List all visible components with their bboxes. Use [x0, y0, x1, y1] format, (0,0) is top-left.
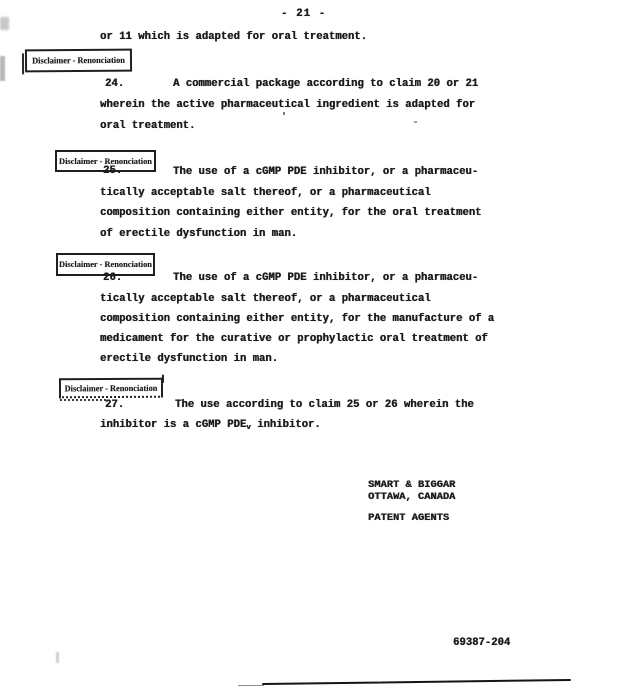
claim-25-line: tically acceptable salt thereof, or a pharmaceutical — [100, 187, 431, 199]
disclaimer-stamp-2 — [55, 150, 156, 172]
claim-25-line: composition containing either entity, for the oral treatment — [100, 207, 482, 219]
claim-25-number: 25. — [103, 165, 123, 177]
disclaimer-stamp-label: Disclaimer - Renonciation — [32, 55, 125, 66]
scan-artifact-line — [262, 679, 571, 685]
scan-artifact-dot — [414, 121, 417, 123]
scan-artifact-blob — [0, 17, 9, 30]
claim-24-number: 24. — [105, 78, 125, 90]
docket-number: 69387-204 — [453, 637, 511, 649]
claim-26-number: 26. — [103, 272, 123, 284]
claim-24-line: wherein the active pharmaceutical ingredient is adapted for — [100, 99, 476, 111]
claim-24-line: A commercial package according to claim 20 or 21 — [173, 78, 479, 90]
signature-location: OTTAWA, CANADA — [368, 491, 456, 503]
scan-artifact-bar — [0, 56, 5, 81]
claim-27-line — [100, 419, 321, 435]
claim-26-line: medicament for the curative or prophylactic oral treatment of — [100, 333, 488, 345]
signature-role: PATENT AGENTS — [368, 512, 450, 524]
disclaimer-stamp-label: Disclaimer - Renonciation — [64, 383, 158, 393]
claim-25-line: The use of a cGMP PDE inhibitor, or a pharmaceu- — [173, 166, 479, 178]
disclaimer-stamp-label: Disclaimer - Renonciation — [59, 156, 152, 166]
claim-26-line: composition containing either entity, for the manufacture of a — [100, 313, 495, 325]
claim-26-line: erectile dysfunction in man. — [100, 353, 279, 365]
page-number: - 21 - — [281, 8, 327, 20]
scan-artifact-line-tail — [238, 685, 264, 687]
stamp-ink-smear — [60, 399, 106, 401]
scan-artifact-squiggle — [56, 652, 59, 663]
claim-26-line: The use of a cGMP PDE inhibitor, or a pharmaceu- — [173, 272, 479, 284]
disclaimer-stamp-1 — [25, 49, 132, 73]
claim-25-line: of erectile dysfunction in man. — [100, 228, 298, 240]
claim-27-line-pre: inhibitor is a cGMP PDE — [100, 419, 247, 431]
claim-27-line: The use according to claim 25 or 26 wherein the — [175, 399, 474, 411]
claim-27-number: 27. — [105, 399, 125, 411]
claim-24-line: oral treatment. — [100, 120, 196, 132]
claim-26-line: tically acceptable salt thereof, or a pharmaceutical — [100, 293, 431, 305]
signature-firm: SMART & BIGGAR — [368, 479, 456, 491]
pde-subscript: v — [246, 424, 251, 432]
disclaimer-stamp-3 — [56, 253, 155, 276]
disclaimer-stamp-label: Disclaimer - Renonciation — [59, 259, 152, 270]
disclaimer-stamp-4 — [59, 378, 163, 399]
claim-27-line-post: inhibitor. — [250, 419, 321, 431]
intro-line: or 11 which is adapted for oral treatment. — [100, 31, 368, 43]
scan-artifact-dot — [283, 112, 285, 115]
